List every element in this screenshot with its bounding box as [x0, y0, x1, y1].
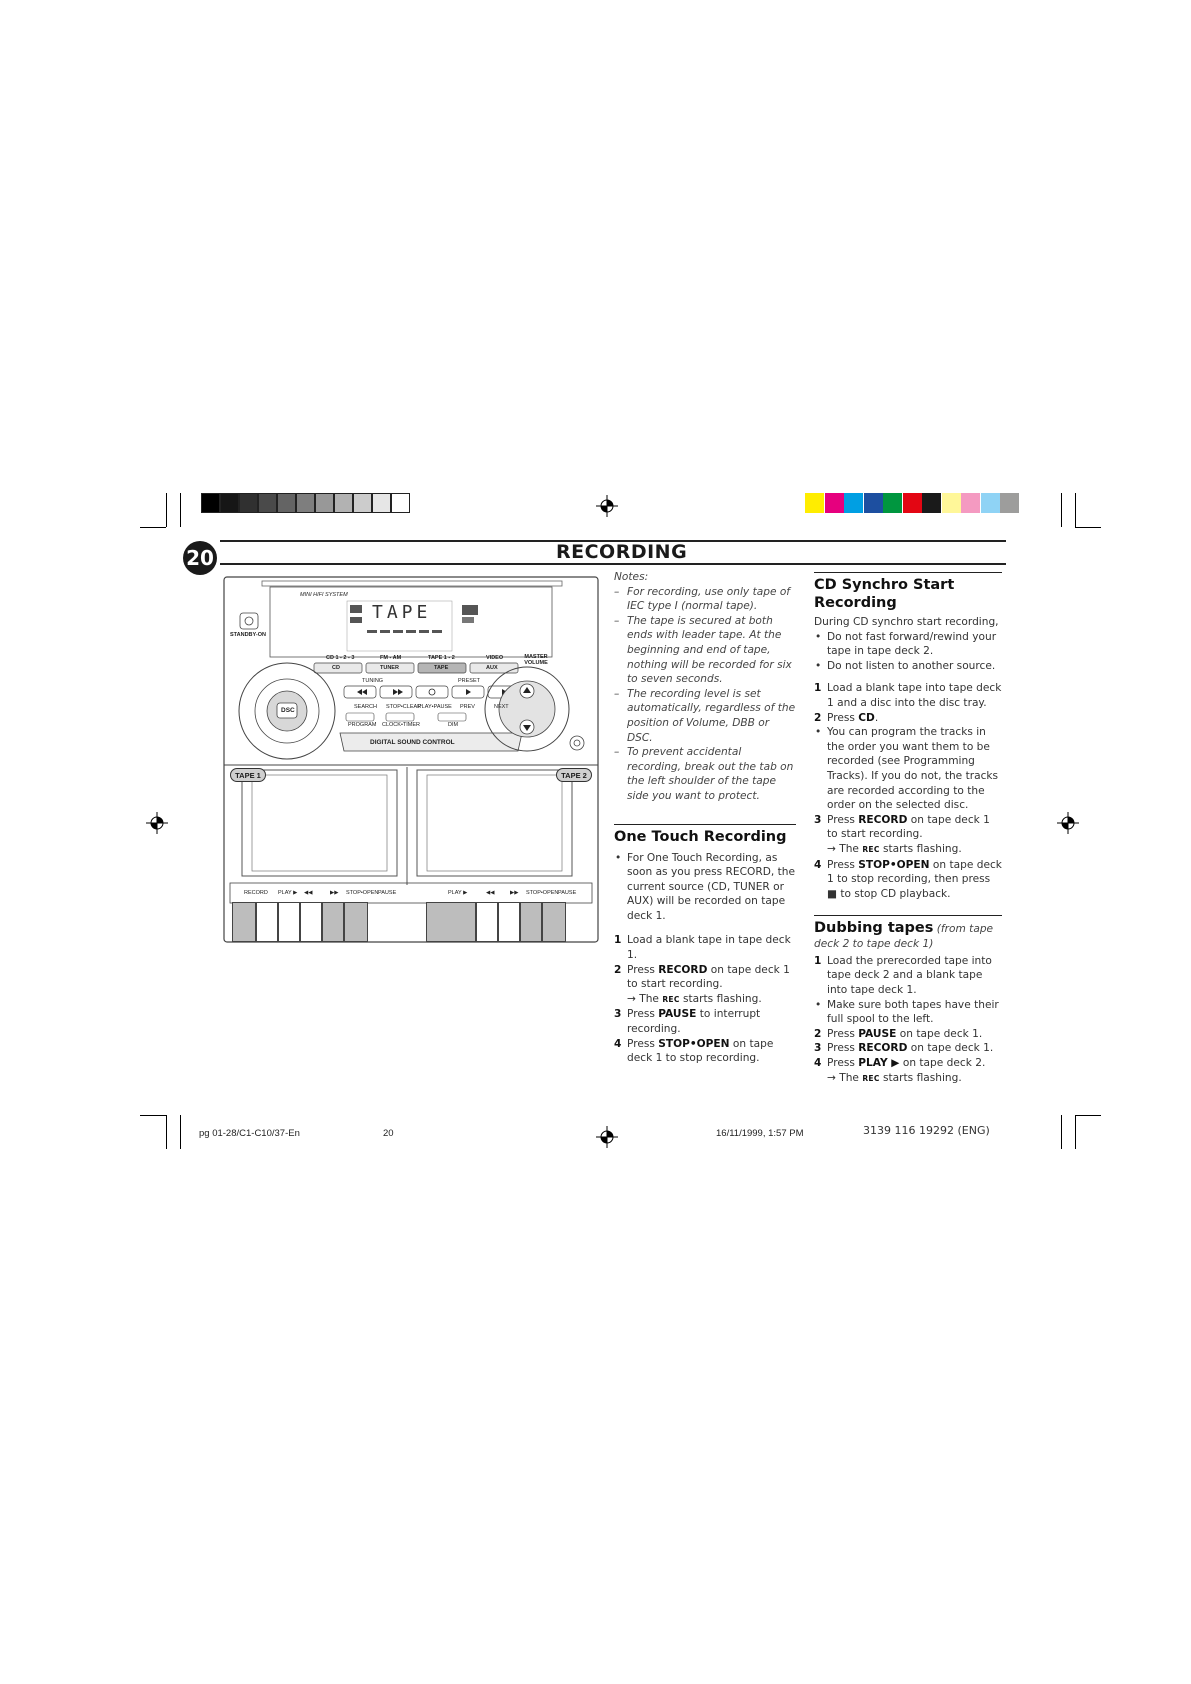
registration-mark-icon — [1057, 812, 1079, 834]
color-swatch — [961, 493, 980, 513]
one-touch-step-4: 4 Press STOP•OPEN on tape deck 1 to stop recording. — [614, 1037, 774, 1065]
cd-synchro-bullet: • You can program the tracks in the order you want them to be recorded (see Programming Tracks). If you do not, the tracks are recorded according to the order on the selected disc. — [815, 726, 999, 812]
source-tuner-button-label: TUNER — [380, 665, 399, 671]
section-rule — [814, 572, 1002, 573]
function-label: PREV — [460, 704, 475, 710]
dubbing-title: Dubbing tapes — [814, 920, 934, 937]
registration-mark-icon — [146, 812, 168, 834]
standby-label: STANDBY-ON — [230, 632, 266, 638]
swatch — [201, 493, 220, 513]
deck2-rewind-label: ◀◀ — [486, 890, 495, 896]
hifi-front-panel-diagram — [222, 575, 600, 945]
deck1-stop-open-key[interactable] — [322, 902, 344, 942]
crop-mark — [180, 493, 181, 527]
dubbing-bullet: • Make sure both tapes have their full spool to the left. — [815, 998, 999, 1026]
one-touch-step-2: 2 Press RECORD on tape deck 1 to start recording. — [614, 963, 790, 991]
clock-timer-label: CLOCK•TIMER — [382, 722, 420, 728]
swatch — [296, 493, 315, 513]
one-touch-title: One Touch Recording — [614, 828, 787, 845]
digital-sound-control-label: DIGITAL SOUND CONTROL — [370, 739, 455, 746]
function-label: NEXT — [494, 704, 509, 710]
source-cd-button-label: CD — [332, 665, 340, 671]
footer-page-number: 20 — [383, 1128, 394, 1139]
deck2-rewind-key[interactable] — [476, 902, 498, 942]
note-item: – The tape is secured at both ends with leader tape. At the beginning and end of tape, nothing will be recorded for six to seven seconds. — [614, 614, 792, 686]
deck1-ff-label: ▶▶ — [330, 890, 339, 896]
deck1-play-label: PLAY ▶ — [278, 890, 298, 896]
deck1-record-key[interactable] — [232, 902, 256, 942]
function-label: PLAY•PAUSE — [418, 704, 452, 710]
deck2-stop-open-label: STOP•OPEN — [526, 890, 559, 896]
deck2-ff-label: ▶▶ — [510, 890, 519, 896]
notes-column — [614, 570, 796, 1066]
footer-document-code: 3139 116 19292 (ENG) — [863, 1124, 990, 1137]
swatch — [220, 493, 239, 513]
swatch — [277, 493, 296, 513]
system-label: MINI HIFI SYSTEM — [300, 592, 348, 598]
swatch — [239, 493, 258, 513]
dubbing-heading — [814, 919, 1002, 952]
footer-file-name: pg 01-28/C1-C10/37-En — [199, 1128, 300, 1139]
crop-mark — [1075, 527, 1101, 528]
cd-synchro-step-3: 3 Press RECORD on tape deck 1 to start recording. — [814, 813, 990, 841]
note-item: – To prevent accidental recording, break out the tab on the left shoulder of the tape side you want to protect. — [614, 746, 794, 802]
deck2-pause-label: PAUSE — [558, 890, 577, 896]
color-swatch — [883, 493, 902, 513]
deck1-play-key[interactable] — [256, 902, 278, 942]
cd-synchro-step-3-result: → The REC starts flashing. — [827, 842, 962, 855]
crop-mark — [1061, 493, 1062, 527]
source-aux-button-label: AUX — [486, 665, 498, 671]
deck1-pause-key[interactable] — [344, 902, 368, 942]
cd-synchro-step-1: 1 Load a blank tape into tape deck 1 and a disc into the disc tray. — [814, 682, 1002, 709]
crop-mark — [166, 493, 167, 527]
deck1-record-label: RECORD — [244, 890, 268, 896]
crop-mark — [1061, 1115, 1062, 1149]
color-swatch — [1000, 493, 1019, 513]
dubbing-step-4-result: → The REC starts flashing. — [827, 1071, 962, 1084]
deck1-rewind-label: ◀◀ — [304, 890, 313, 896]
source-top-label: FM - AM — [380, 655, 402, 661]
deck2-play-label: PLAY ▶ — [448, 890, 468, 896]
swatch — [315, 493, 334, 513]
color-swatch — [903, 493, 922, 513]
section-rule — [614, 824, 796, 825]
program-label: PROGRAM — [348, 722, 377, 728]
deck2-play-key[interactable] — [426, 902, 476, 942]
section-rule — [814, 915, 1002, 916]
crop-mark — [180, 1115, 181, 1149]
tape1-badge: TAPE 1 — [230, 768, 266, 782]
cd-synchro-step-4: 4 Press STOP•OPEN on tape deck 1 to stop recording, then press ■ to stop CD playback. — [814, 858, 1002, 900]
dubbing-step-1: 1 Load the prerecorded tape into tape deck 2 and a blank tape into tape deck 1. — [814, 954, 992, 997]
deck2-stop-open-key[interactable] — [520, 902, 542, 942]
registration-mark-icon — [596, 1126, 618, 1148]
deck1-stop-open-label: STOP•OPEN — [346, 890, 379, 896]
tuning-label: TUNING — [362, 678, 384, 684]
cd-synchro-bullet: • Do not fast forward/rewind your tape in tape deck 2. — [815, 630, 997, 658]
one-touch-step-3: 3 Press PAUSE to interrupt recording. — [614, 1008, 761, 1036]
footer-date: 16/11/1999, 1:57 PM — [716, 1128, 804, 1139]
function-label: SEARCH — [354, 704, 377, 710]
source-top-label: CD 1 - 2 - 3 — [326, 655, 355, 661]
dubbing-step-4: 4 Press PLAY ▶ on tape deck 2. — [814, 1057, 986, 1070]
source-top-label: VIDEO — [486, 655, 504, 661]
color-swatch — [825, 493, 844, 513]
swatch — [391, 493, 410, 513]
color-swatch — [922, 493, 941, 513]
swatch — [353, 493, 372, 513]
cd-synchro-step-2: 2 Press CD. — [814, 711, 879, 724]
one-touch-bullet: • For One Touch Recording, as soon as you press RECORD, the current source (CD, TUNER or AUX) will be recorded on tape deck 1. — [615, 851, 795, 922]
crop-mark — [1075, 1115, 1101, 1116]
swatch — [372, 493, 391, 513]
crop-mark — [1075, 1115, 1076, 1149]
one-touch-step-1: 1 Load a blank tape in tape deck 1. — [614, 934, 791, 962]
deck2-pause-key[interactable] — [542, 902, 566, 942]
dsc-button-label: DSC — [281, 707, 295, 714]
cd-synchro-title: CD Synchro Start Recording — [814, 577, 955, 611]
swatch — [334, 493, 353, 513]
page-number-badge: 20 — [183, 541, 217, 575]
registration-mark-icon — [596, 495, 618, 517]
note-item: – The recording level is set automatically, regardless of the position of Volume, DBB or DSC. — [614, 687, 796, 744]
header-bottom-rule — [220, 563, 1006, 565]
deck1-rewind-key[interactable] — [278, 902, 300, 942]
one-touch-step-2-result: → The REC starts flashing. — [627, 992, 762, 1005]
tape2-badge: TAPE 2 — [556, 768, 592, 782]
swatch — [258, 493, 277, 513]
source-tape-button-label: TAPE — [434, 665, 449, 671]
note-item: – For recording, use only tape of IEC type I (normal tape). — [614, 585, 791, 613]
crop-mark — [166, 1115, 167, 1149]
standby-button[interactable] — [240, 613, 258, 629]
deck2-ff-key[interactable] — [498, 902, 520, 942]
color-swatch — [942, 493, 961, 513]
right-column — [814, 572, 1002, 1086]
color-swatch — [844, 493, 863, 513]
crop-mark — [140, 1115, 166, 1116]
display-readout: TAPE — [372, 602, 432, 623]
dim-label: DIM — [448, 722, 459, 728]
page-title: RECORDING — [556, 541, 688, 563]
crop-mark — [1075, 493, 1076, 527]
cd-synchro-intro: During CD synchro start recording, — [814, 616, 999, 628]
dubbing-step-3: 3 Press RECORD on tape deck 1. — [814, 1042, 994, 1055]
function-label: STOP•CLEAR — [386, 704, 422, 710]
notes-heading: Notes: — [614, 571, 649, 583]
deck1-ff-key[interactable] — [300, 902, 322, 942]
cd-synchro-bullet: • Do not listen to another source. — [815, 659, 996, 672]
master-volume-label: MASTER VOLUME — [524, 654, 548, 666]
crop-mark — [140, 527, 166, 528]
color-swatch — [864, 493, 883, 513]
source-top-label: TAPE 1 - 2 — [428, 655, 455, 661]
preset-label: PRESET — [458, 678, 481, 684]
dubbing-subtitle: (from tape deck 2 to tape deck 1) — [814, 923, 994, 951]
dubbing-step-2: 2 Press PAUSE on tape deck 1. — [814, 1027, 983, 1040]
deck1-pause-label: PAUSE — [378, 890, 397, 896]
color-swatch — [805, 493, 824, 513]
color-swatch — [981, 493, 1000, 513]
